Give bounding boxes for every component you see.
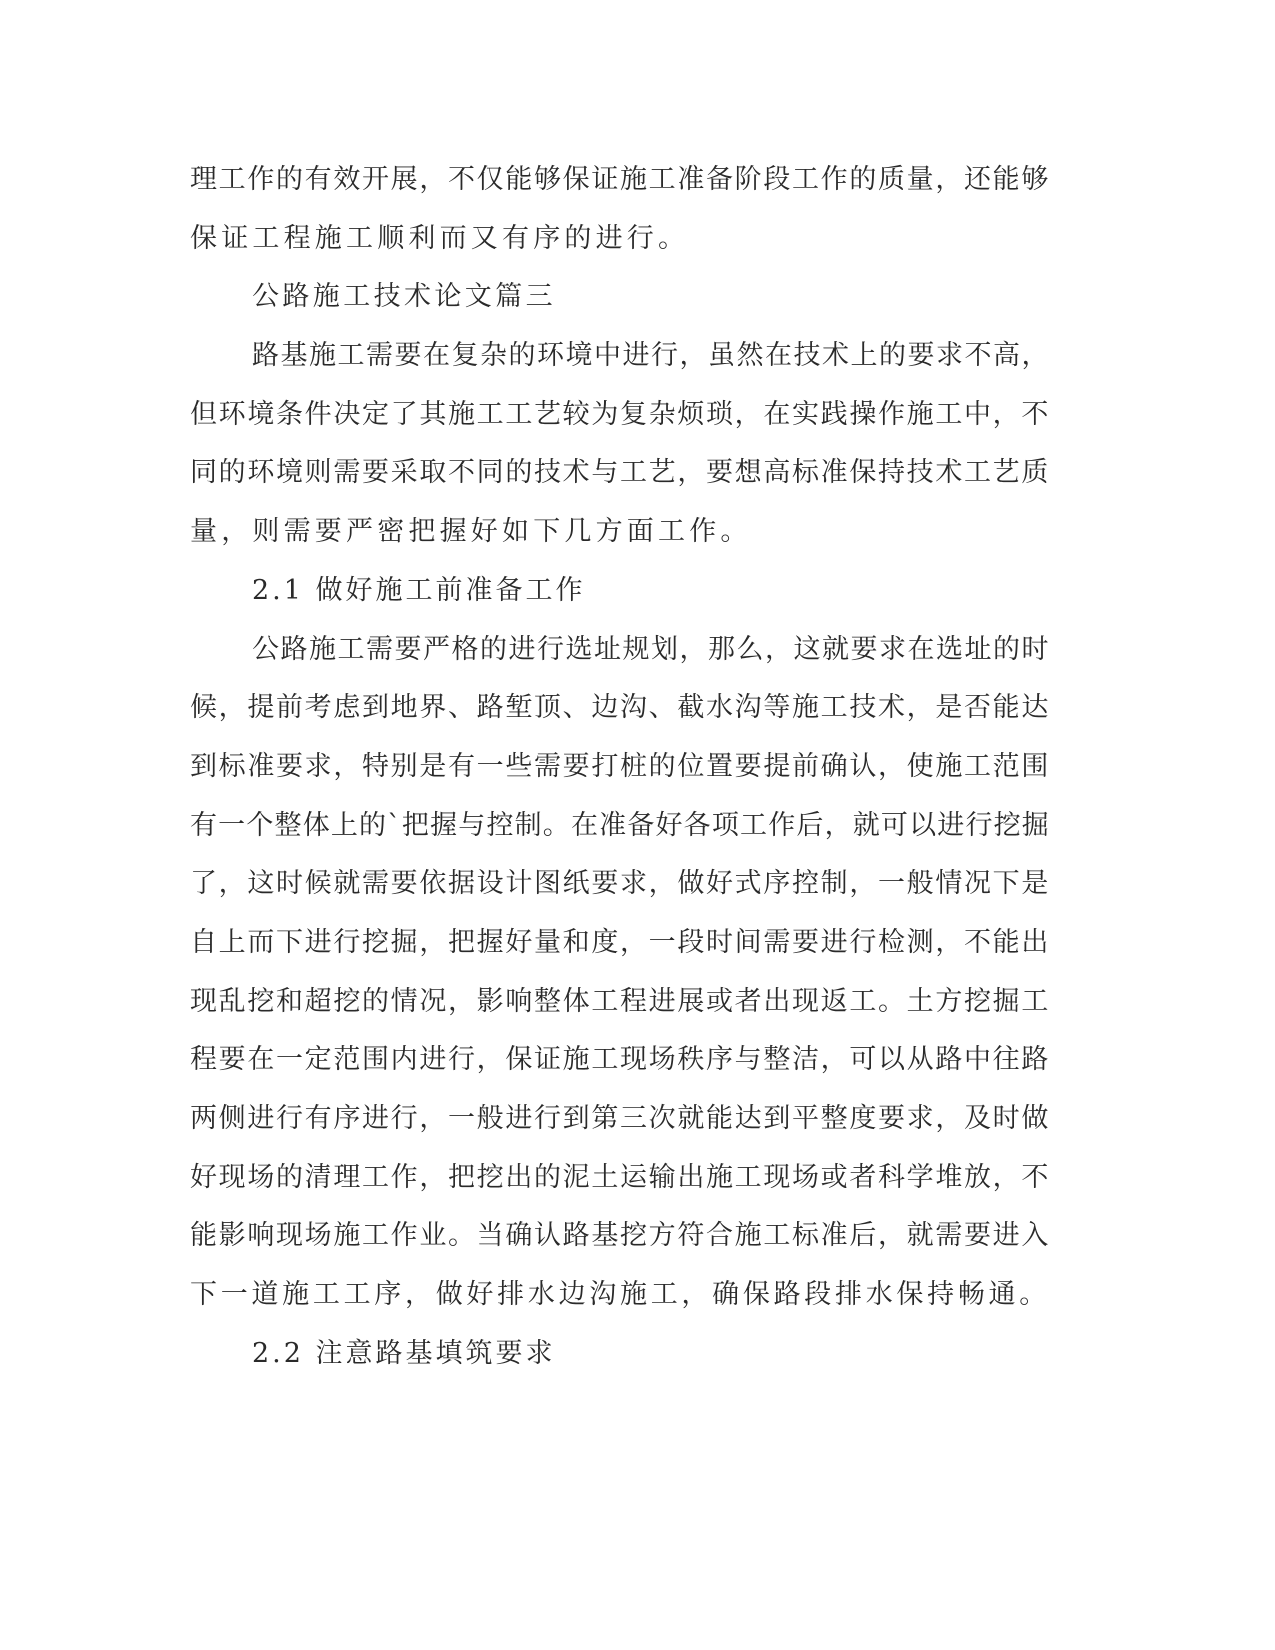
section-heading: 公路施工技术论文篇三 [252, 281, 556, 312]
text-line: 量，则需要严密把握好如下几方面工作。 [190, 516, 752, 547]
subsection-heading: 2.2 注意路基填筑要求 [252, 1338, 556, 1369]
text-line: 但环境条件决定了其施工工艺较为复杂烦琐，在实践操作施工中，不 [190, 399, 1050, 430]
text-line: 保证工程施工顺利而又有序的进行。 [190, 223, 690, 254]
text-line: 到标准要求，特别是有一些需要打桩的位置要提前确认，使施工范围 [190, 751, 1050, 782]
text-line: 候，提前考虑到地界、路堑顶、边沟、截水沟等施工技术，是否能达 [190, 692, 1050, 723]
text-line: 自上而下进行挖掘，把握好量和度，一段时间需要进行检测，不能出 [190, 927, 1050, 958]
text-line: 能影响现场施工作业。当确认路基挖方符合施工标准后，就需要进入 [190, 1220, 1050, 1251]
paragraph-first-line: 公路施工需要严格的进行选址规划，那么，这就要求在选址的时 [252, 634, 1050, 665]
text-line: 了，这时候就需要依据设计图纸要求，做好式序控制，一般情况下是 [190, 868, 1050, 899]
text-line: 现乱挖和超挖的情况，影响整体工程进展或者出现返工。土方挖掘工 [190, 986, 1050, 1017]
text-line: 同的环境则需要采取不同的技术与工艺，要想高标准保持技术工艺质 [190, 457, 1050, 488]
text-line: 两侧进行有序进行，一般进行到第三次就能达到平整度要求，及时做 [190, 1103, 1050, 1134]
text-line: 程要在一定范围内进行，保证施工现场秩序与整洁，可以从路中往路 [190, 1044, 1050, 1075]
text-line: 下一道施工工序，做好排水边沟施工，确保路段排水保持畅通。 [190, 1279, 1050, 1310]
text-line: 理工作的有效开展，不仅能够保证施工准备阶段工作的质量，还能够 [190, 164, 1050, 195]
subsection-heading: 2.1 做好施工前准备工作 [252, 575, 586, 606]
text-line: 好现场的清理工作，把挖出的泥土运输出施工现场或者科学堆放，不 [190, 1162, 1050, 1193]
paragraph-first-line: 路基施工需要在复杂的环境中进行，虽然在技术上的要求不高， [252, 340, 1050, 371]
text-line: 有一个整体上的`把握与控制。在准备好各项工作后，就可以进行挖掘 [190, 810, 1050, 841]
